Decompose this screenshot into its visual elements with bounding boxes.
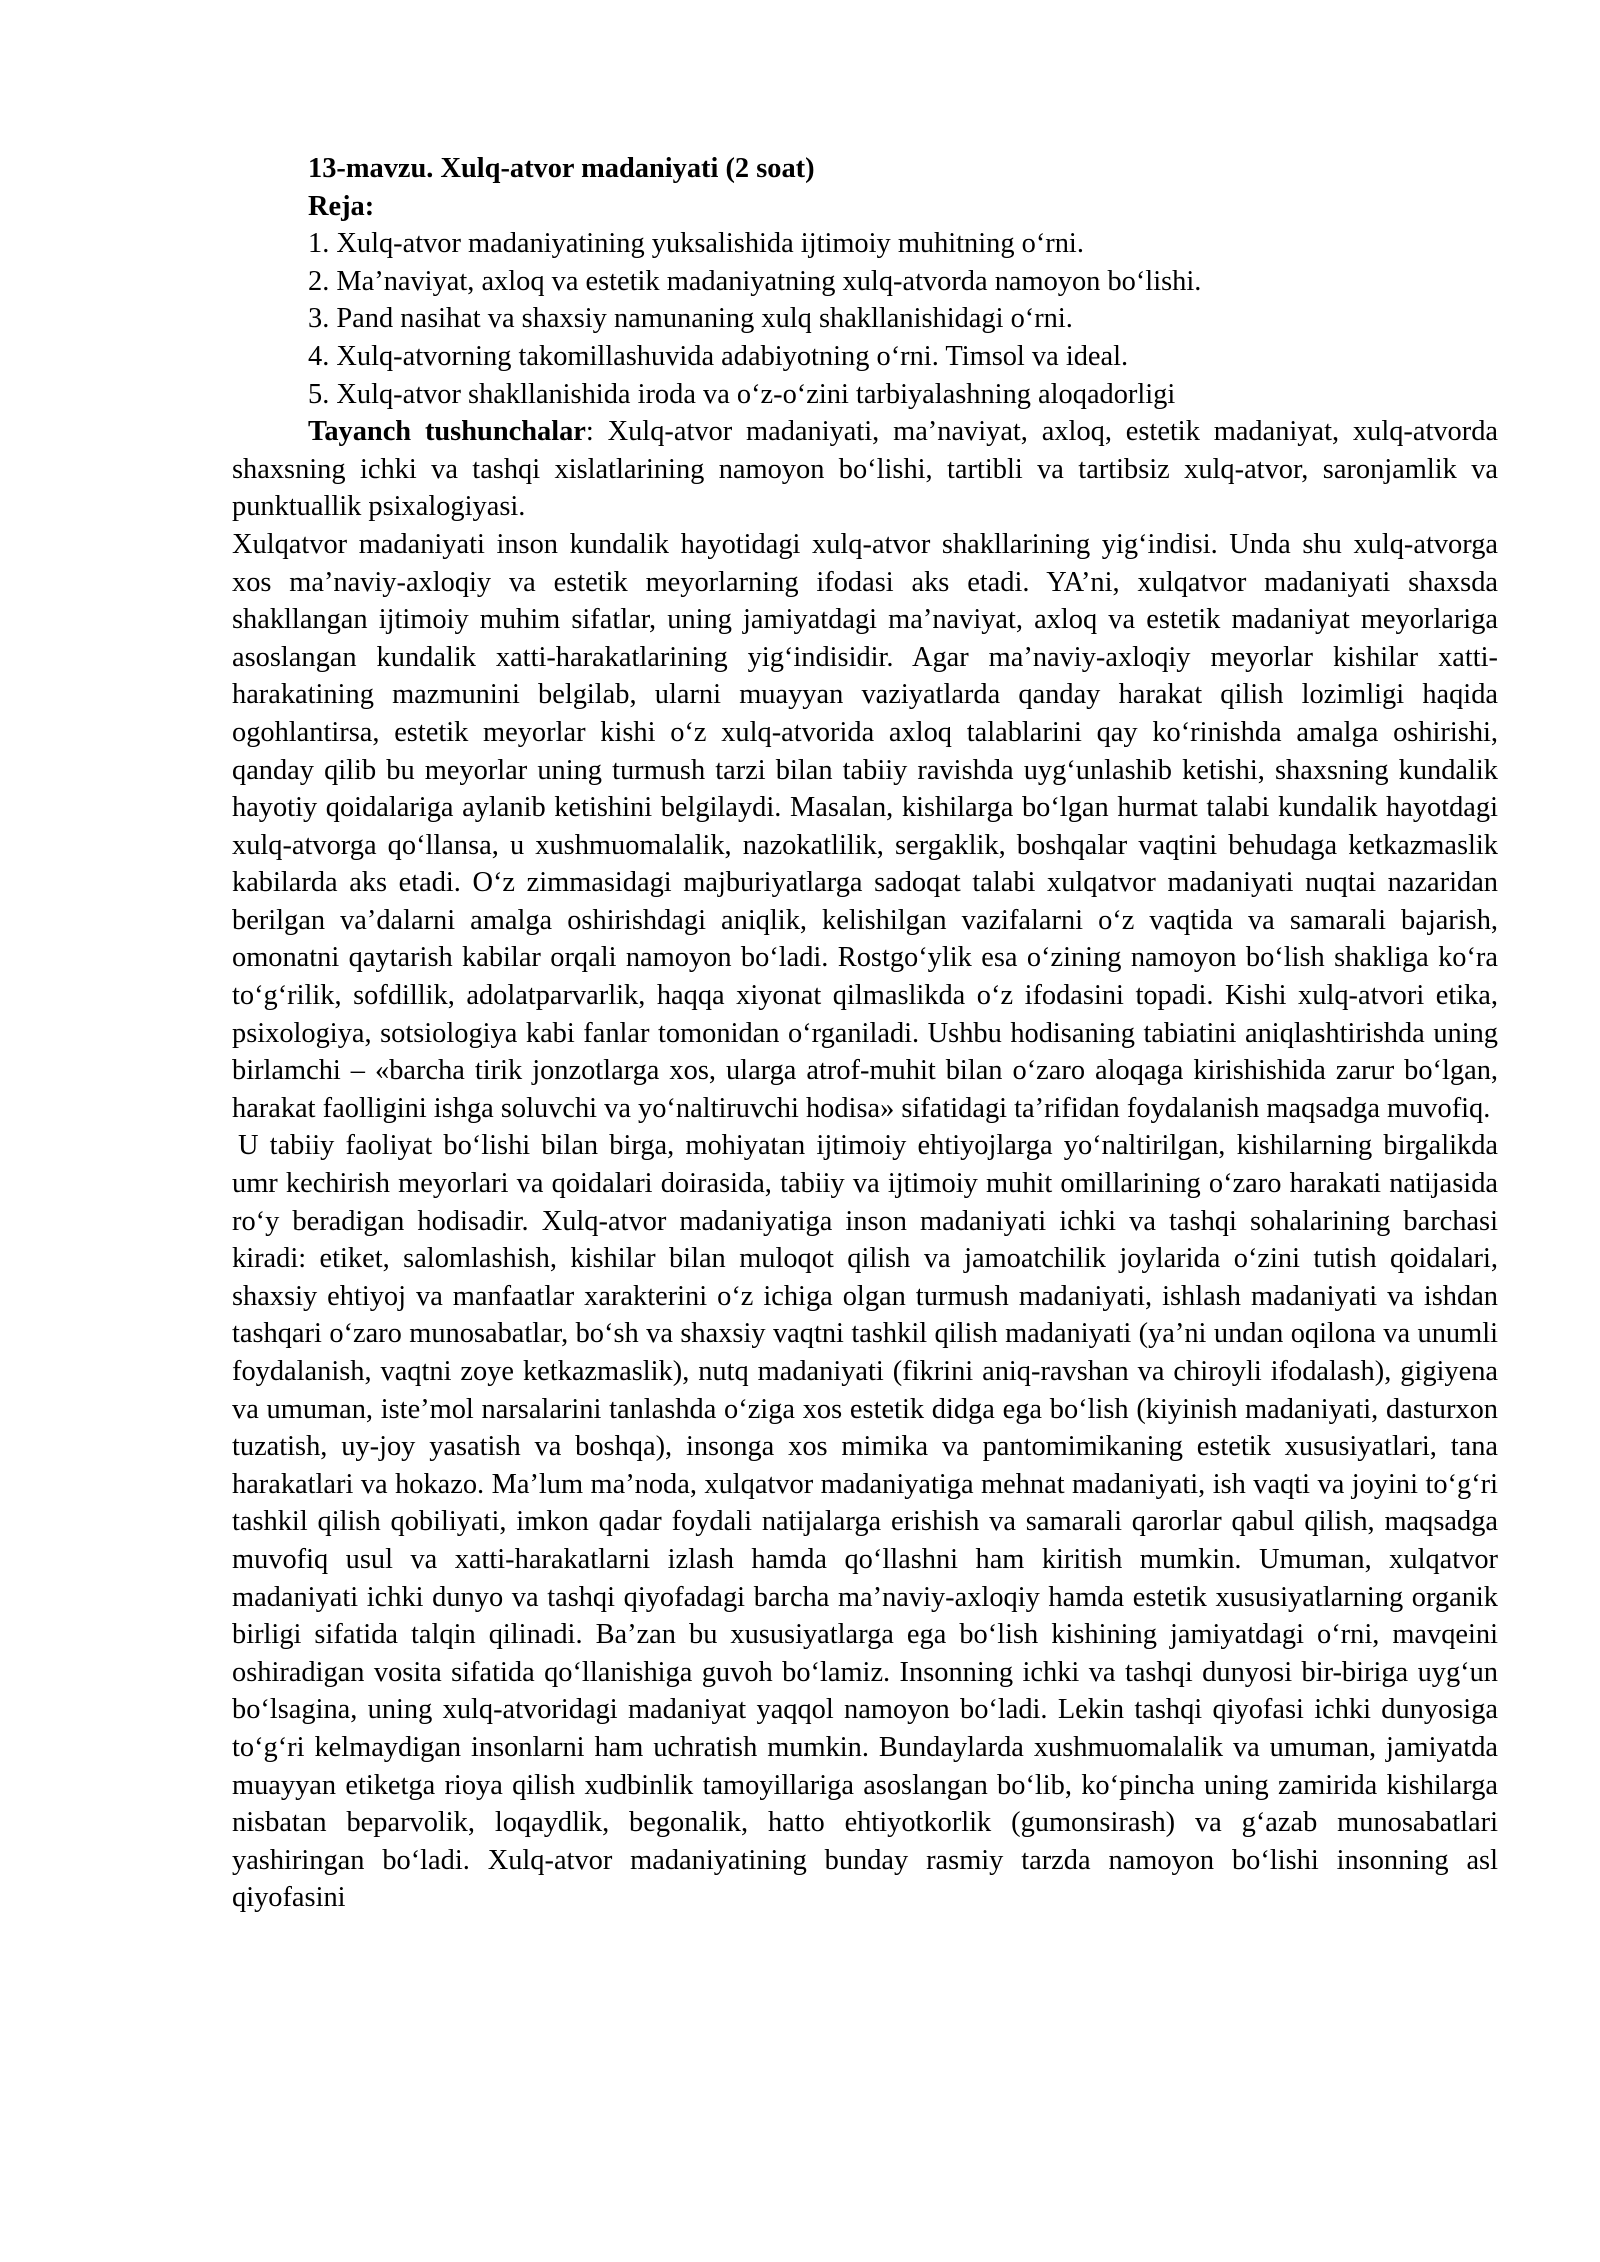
plan-item-4: 4. Xulq-atvorning takomillashuvida adabiyotning o‘rni. Timsol va ideal. bbox=[308, 340, 1129, 372]
key-terms-label: Tayanch tushunchalar bbox=[308, 416, 586, 448]
topic-title: 13-mavzu. Xulq-atvor madaniyati (2 soat) bbox=[308, 153, 815, 184]
document-body bbox=[232, 150, 1498, 1917]
plan-list bbox=[308, 225, 1498, 413]
body-paragraph-2: U tabiiy faoliyat bo‘lishi bilan birga, mohiyatan ijtimoiy ehtiyojlarga yo‘naltirilgan, kishilarning birgalikda umr kechirish meyorlari va qoidalari doirasida, tabiiy va ijtimoiy muhit omillarining o‘zaro harakati natijasida ro‘y beradigan hodisadir. Xulq-atvor madaniyatiga inson madaniyati ichki va tashqi sohalarining barchasi kiradi: etiket, salomlashish, kishilar bilan muloqot qilish va jamoatchilik joylarida o‘zini tutish qoidalari, shaxsiy ehtiyoj va manfaatlar xarakterini o‘z ichiga olgan turmush madaniyati, ishlash madaniyati va ishdan tashqari o‘zaro munosabatlar, bo‘sh va shaxsiy vaqtni tashkil qilish madaniyati (ya’ni undan oqilona va unumli foydalanish, vaqtni zoye ketkazmaslik), nutq madaniyati (fikrini aniq-ravshan va chiroyli ifodalash), gigiyena va umuman, iste’mol narsalarini tanlashda o‘ziga xos estetik didga ega bo‘lish (kiyinish madaniyati, dasturxon tuzatish, uy-joy yasatish va boshqa), insonga xos mimika va pantomimikaning estetik xususiyatlari, tana harakatlari va hokazo. Ma’lum ma’noda, xulqatvor madaniyatiga mehnat madaniyati, ish vaqti va joyini to‘g‘ri tashkil qilish qobiliyati, imkon qadar foydali natijalarga erishish va samarali qarorlar qabul qilish, maqsadga muvofiq usul va xatti-harakatlarni izlash hamda qo‘llashni ham kiritish mumkin. Umuman, xulqatvor madaniyati ichki dunyo va tashqi qiyofadagi barcha ma’naviy-axloqiy hamda estetik xususiyatlarning organik birligi sifatida talqin qilinadi. Ba’zan bu xususiyatlarga ega bo‘lish kishining jamiyatdagi o‘rni, mavqeini oshiradigan vosita sifatida qo‘llanishiga guvoh bo‘lamiz. Insonning ichki va tashqi dunyosi bir-biriga uyg‘un bo‘lsagina, uning xulq-atvoridagi madaniyat yaqqol namoyon bo‘ladi. Lekin tashqi qiyofasi ichki dunyosiga to‘g‘ri kelmaydigan insonlarni ham uchratish mumkin. Bundaylarda xushmuomalalik va umuman, jamiyatda muayyan etiketga rioya qilish xudbinlik tamoyillariga asoslangan bo‘lib, ko‘pincha uning zamirida kishilarga nisbatan beparvolik, loqaydlik, begonalik, hatto ehtiyotkorlik (gumonsirash) va g‘azab munosabatlari yashiringan bo‘ladi. Xulq-atvor madaniyatining bunday rasmiy tarzda namoyon bo‘lishi insonning asl qiyofasini bbox=[232, 1130, 1498, 1914]
plan-item-1: 1. Xulq-atvor madaniyatining yuksalishida ijtimoiy muhitning o‘rni. bbox=[308, 228, 1084, 260]
plan-item-2: 2. Ma’naviyat, axloq va estetik madaniyatning xulq-atvorda namoyon bo‘lishi. bbox=[308, 265, 1202, 297]
plan-item-5: 5. Xulq-atvor shakllanishida iroda va o‘z-o‘zini tarbiyalashning aloqadorligi bbox=[308, 378, 1176, 410]
key-terms-text: : Xulq-atvor madaniyati, ma’naviyat, axloq, estetik madaniyat, xulq-atvorda shaxsning ichki va tashqi xislatlarining namoyon bo‘lishi, tartibli va tartibsiz xulq-atvor, saronjamlik va punktuallik psixalogiyasi. bbox=[232, 416, 1498, 523]
body-paragraph-1: Xulqatvor madaniyati inson kundalik hayotidagi xulq-atvor shakllarining yig‘indisi. Unda shu xulq-atvorga xos ma’naviy-axloqiy va estetik meyorlarning ifodasi aks etadi. YA’ni, xulqatvor madaniyati shaxsda shakllangan ijtimoiy muhim sifatlar, uning jamiyatdagi ma’naviyat, axloq va estetik madaniyat meyorlariga asoslangan kundalik xatti-harakatlarining yig‘indisidir. Agar ma’naviy-axloqiy meyorlar kishilar xatti-harakatining mazmunini belgilab, ularni muayyan vaziyatlarda qanday harakat qilish lozimligi haqida ogohlantirsa, estetik meyorlar kishi o‘z xulq-atvorida axloq talablarini qay ko‘rinishda amalga oshirishi, qanday qilib bu meyorlar uning turmush tarzi bilan tabiiy ravishda uyg‘unlashib ketishi, shaxsning kundalik hayotiy qoidalariga aylanib ketishini belgilaydi. Masalan, kishilarga bo‘lgan hurmat talabi kundalik hayotdagi xulq-atvorga qo‘llansa, u xushmuomalalik, nazokatlilik, sergaklik, boshqalar vaqtini behudaga ketkazmaslik kabilarda aks etadi. O‘z zimmasidagi majburiyatlarga sadoqat talabi xulqatvor madaniyati nuqtai nazaridan berilgan va’dalarni amalga oshirishdagi aniqlik, kelishilgan vazifalarni o‘z vaqtida va samarali bajarish, omonatni qaytarish kabilar orqali namoyon bo‘ladi. Rostgo‘ylik esa o‘zining namoyon bo‘lish shakliga ko‘ra to‘g‘rilik, sofdillik, adolatparvarlik, haqqa xiyonat qilmaslikda o‘z ifodasini topadi. Kishi xulq-atvori etika, psixologiya, sotsiologiya kabi fanlar tomonidan o‘rganiladi. Ushbu hodisaning tabiatini aniqlashtirishda uning birlamchi – «barcha tirik jonzotlarga xos, ularga atrof-muhit bilan o‘zaro aloqaga kirishishida zarur bo‘lgan, harakat faolligini ishga soluvchi va yo‘naltiruvchi hodisa» sifatidagi ta’rifidan foydalanish maqsadga muvofiq. bbox=[232, 528, 1498, 1124]
key-terms-paragraph bbox=[232, 413, 1498, 526]
plan-item-3: 3. Pand nasihat va shaxsiy namunaning xulq shakllanishidagi o‘rni. bbox=[308, 303, 1073, 335]
plan-block bbox=[232, 150, 1498, 413]
plan-label: Reja: bbox=[308, 190, 375, 222]
